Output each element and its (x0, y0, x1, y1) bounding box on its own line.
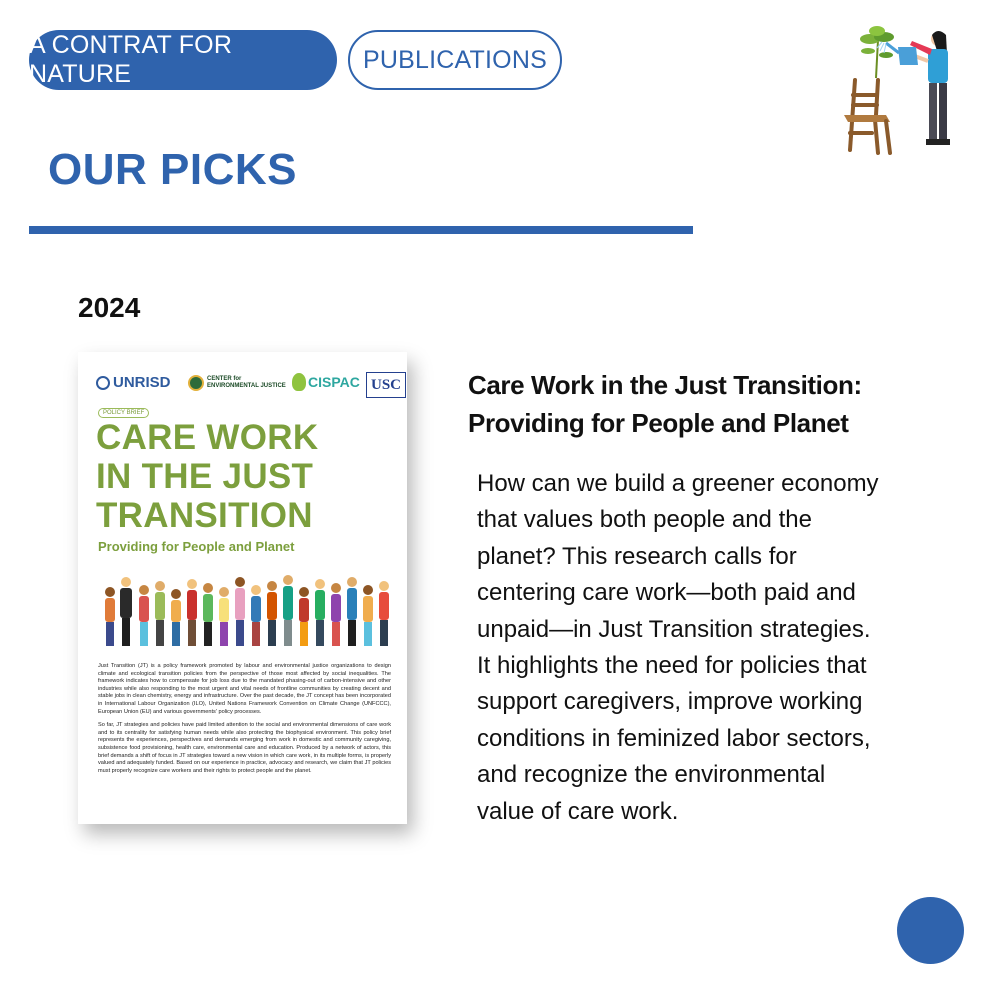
cispac-logo: CISPAC (292, 373, 360, 391)
cover-subtitle: Providing for People and Planet (98, 539, 295, 554)
person-watering-plant-icon (820, 25, 970, 160)
cej-seal-icon (188, 375, 204, 391)
usc-logo: USC (366, 372, 406, 398)
un-globe-icon (96, 376, 110, 390)
cover-title: CARE WORK IN THE JUST TRANSITION (96, 418, 319, 535)
policy-brief-tag: POLICY BRIEF (98, 408, 149, 418)
publication-headline[interactable]: Care Work in the Just Transition: Providing for People and Planet (468, 370, 862, 438)
blue-circle-icon (897, 897, 964, 964)
unrisd-logo: UNRISD (96, 374, 171, 391)
tag-publications[interactable]: PUBLICATIONS (348, 30, 562, 90)
publication-summary: How can we build a greener economy that values both people and the planet? This research calls for centering care work—both paid and unpaid—in Just Transition strategies. It highlights the need for policies that support caregivers, improve working conditions in feminized labor sectors, and recognize the environmental value of care work. (477, 470, 879, 825)
tag-a-contrat-for-nature[interactable]: A CONTRAT FOR NATURE (29, 30, 337, 90)
publication-year: 2024 (78, 292, 141, 323)
crowd-illustration (98, 570, 393, 650)
section-title: OUR PICKS (48, 145, 297, 194)
cover-body-text: Just Transition (JT) is a policy framework promoted by labour and environmental justice organizations to design climate and ecological transition policies from the perspective of those most affected by social inequalities. The framework indicates how to compensate for job loss due to the mandated phasing-out of carbon-intensive and other industries while also responding to the most urgent and vital needs of frontline communities by creating decent and stable jobs in clean chemistry, energy and infrastructure. Over the past decade, the JT concept has been incorporated in International Labour Organization (ILO), United Nations Framework Convention on Climate Change (UNFCCC), European Union (EU) and various governments' policy processes. So far, JT strategies and policies have paid limited attention to the social and environmental dimensions of care work and to its centrality for satisfying human needs while also protecting the biophysical environment. This policy brief represents the experiences, perspectives and demands emerging from work in domestic and community caregiving, subsistence food provisioning, health care, environmental care and education. Produced by a network of actors, this brief demands a shift of focus in JT strategies toward a new vision in which care work, in its multiple forms, is properly valued and adequately funded. Based on our experience in practice, advocacy and research, we claim that JT policies must properly recognize care workers and their rights to protect people and the planet. (98, 663, 391, 774)
publication-cover[interactable] (78, 352, 407, 824)
title-underline (29, 226, 693, 234)
cispac-leaf-icon (292, 373, 306, 391)
cej-logo: CENTER for ENVIRONMENTAL JUSTICE (188, 375, 286, 391)
partner-logos (96, 372, 401, 400)
